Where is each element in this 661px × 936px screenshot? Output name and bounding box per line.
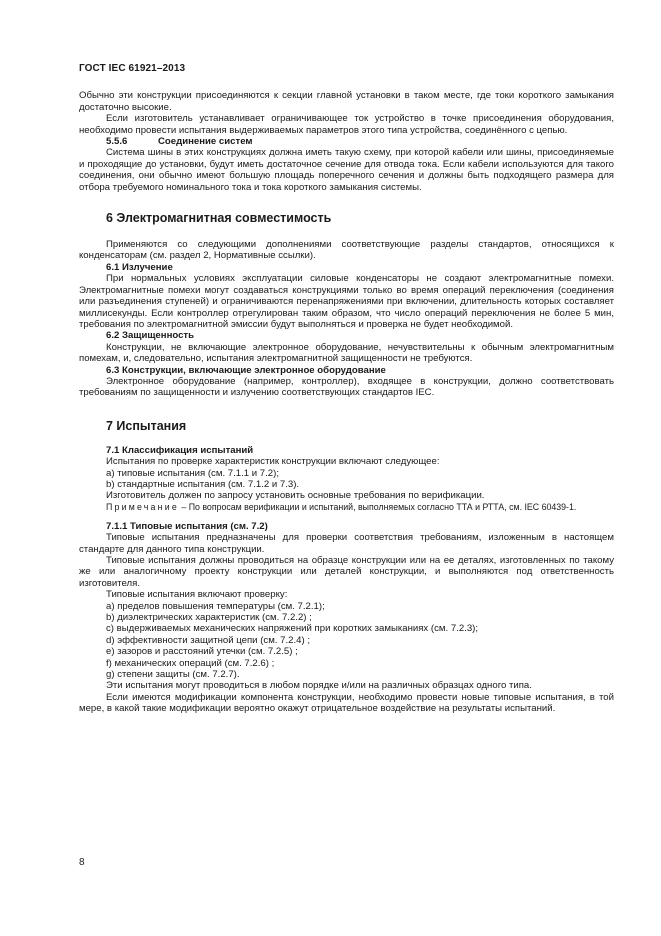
note-text: – По вопросам верификации и испытаний, выполняемых согласно ТТА и РТТА, см. IEC 60439-1.: [178, 501, 577, 512]
document-page: [79, 63, 614, 715]
page-number: 8: [79, 857, 85, 868]
section-heading-7: 7 Испытания: [106, 418, 187, 433]
paragraph: Если имеются модификации компонента конструкции, необходимо провести новые типовые испытания, в той мере, в какой такие модификации вероятно окажут отрицательное воздействие на результаты испытаний.: [79, 691, 614, 715]
clause-heading-7-1: 7.1 Классификация испытаний: [106, 444, 254, 456]
paragraph: Если изготовитель устанавливает ограничивающее ток устройство в точке присоединения оборудования, необходимо провести испытания выдерживаемых параметров этого типа устройства, соединённого с цепью.: [79, 113, 614, 136]
document-header: ГОСТ IEC 61921–2013: [79, 63, 186, 74]
note: [79, 502, 614, 513]
list-item: а) типовые испытания (см. 7.1.1 и 7.2);: [106, 467, 280, 479]
paragraph: Типовые испытания должны проводиться на образце конструкции или на ее деталях, изготовленных по такому же или аналогичному проекту конструкции или деталей конструкции, и выполняются под ответственность изготовителя.: [79, 555, 614, 589]
list-item: b) стандартные испытания (см. 7.1.2 и 7.3).: [106, 478, 300, 490]
paragraph: Типовые испытания предназначены для проверки соответствия требованиям, изложенным в настоящем стандарте для данного типа конструкции.: [79, 532, 614, 555]
list-item: c) выдерживаемых механических напряжений при коротких замыканиях (см. 7.2.3);: [106, 623, 479, 635]
paragraph: Типовые испытания включают проверку:: [106, 589, 288, 601]
paragraph: Система шины в этих конструкциях должна иметь такую схему, при которой кабели или шины, присоединяемые и проходящие до установки, будут иметь достаточное сечение для отвода тока. Если кабели используются для такого соединения, они обычно имеют большую площадь поперечного сечения и должны быть подходящего размера для отбора требуемого номинального тока и тока короткого замыкания системы.: [79, 147, 614, 193]
paragraph: Конструкции, не включающие электронное оборудование, нечувствительны к обычным электромагнитным помехам, и, следовательно, испытания электромагнитной защищенности не требуются.: [79, 341, 614, 365]
list-item: b) диэлектрических характеристик (см. 7.2.2) ;: [106, 612, 312, 624]
paragraph: Применяются со следующими дополнениями соответствующие разделы стандартов, относящихся к конденсаторам (см. раздел 2, Нормативные ссылки).: [79, 239, 614, 262]
list-item: d) эффективности защитной цепи (см. 7.2.4) ;: [106, 634, 310, 646]
clause-heading-6-1: 6.1 Излучение: [106, 261, 173, 273]
list-item: а) пределов повышения температуры (см. 7.2.1);: [106, 600, 325, 612]
paragraph: Эти испытания могут проводиться в любом порядке и/или на различных образцах одного типа.: [106, 680, 532, 692]
section-heading-6: 6 Электромагнитная совместимость: [106, 211, 332, 226]
paragraph: Испытания по проверке характеристик конструкции включают следующее:: [106, 456, 440, 468]
list-item: e) зазоров и расстояний утечки (см. 7.2.5) ;: [106, 646, 298, 658]
clause-title: Соединение систем: [158, 136, 253, 148]
list-item: f) механических операций (см. 7.2.6) ;: [106, 657, 275, 669]
paragraph: Изготовитель должен по запросу установить основные требования по верификации.: [106, 490, 485, 502]
clause-heading-6-2: 6.2 Защищенность: [106, 330, 195, 342]
paragraph: При нормальных условиях эксплуатации силовые конденсаторы не создают электромагнитные помехи. Электромагнитные помехи могут создаваться конструкциями только во время операций переключения (соединения или разъединения ступеней) и ограничиваются перенапряжениями при включении, длительность которых составляет миллисекунды. Если контроллер отрегулирован таким образом, что число операций переключения не более 5 мин, требования по электромагнитной эмиссии будут выполняться и проверка не будет необходимой.: [79, 273, 614, 330]
clause-heading-5-5-6: [79, 136, 614, 147]
note-label: Примечание: [106, 501, 179, 512]
paragraph: Электронное оборудование (например, контроллер), входящее в конструкции, должно соответствовать требованиям по защищенности и излучению соответствующих стандартов IEC.: [79, 375, 614, 399]
clause-heading-6-3: 6.3 Конструкции, включающие электронное оборудование: [106, 364, 386, 376]
clause-heading-7-1-1: 7.1.1 Типовые испытания (см. 7.2): [106, 520, 268, 532]
paragraph: Обычно эти конструкции присоединяются к секции главной установки в таком месте, где токи короткого замыкания достаточно высокие.: [79, 90, 614, 113]
list-item: g) степени защиты (см. 7.2.7).: [106, 669, 240, 681]
clause-number: 5.5.6: [106, 136, 128, 148]
